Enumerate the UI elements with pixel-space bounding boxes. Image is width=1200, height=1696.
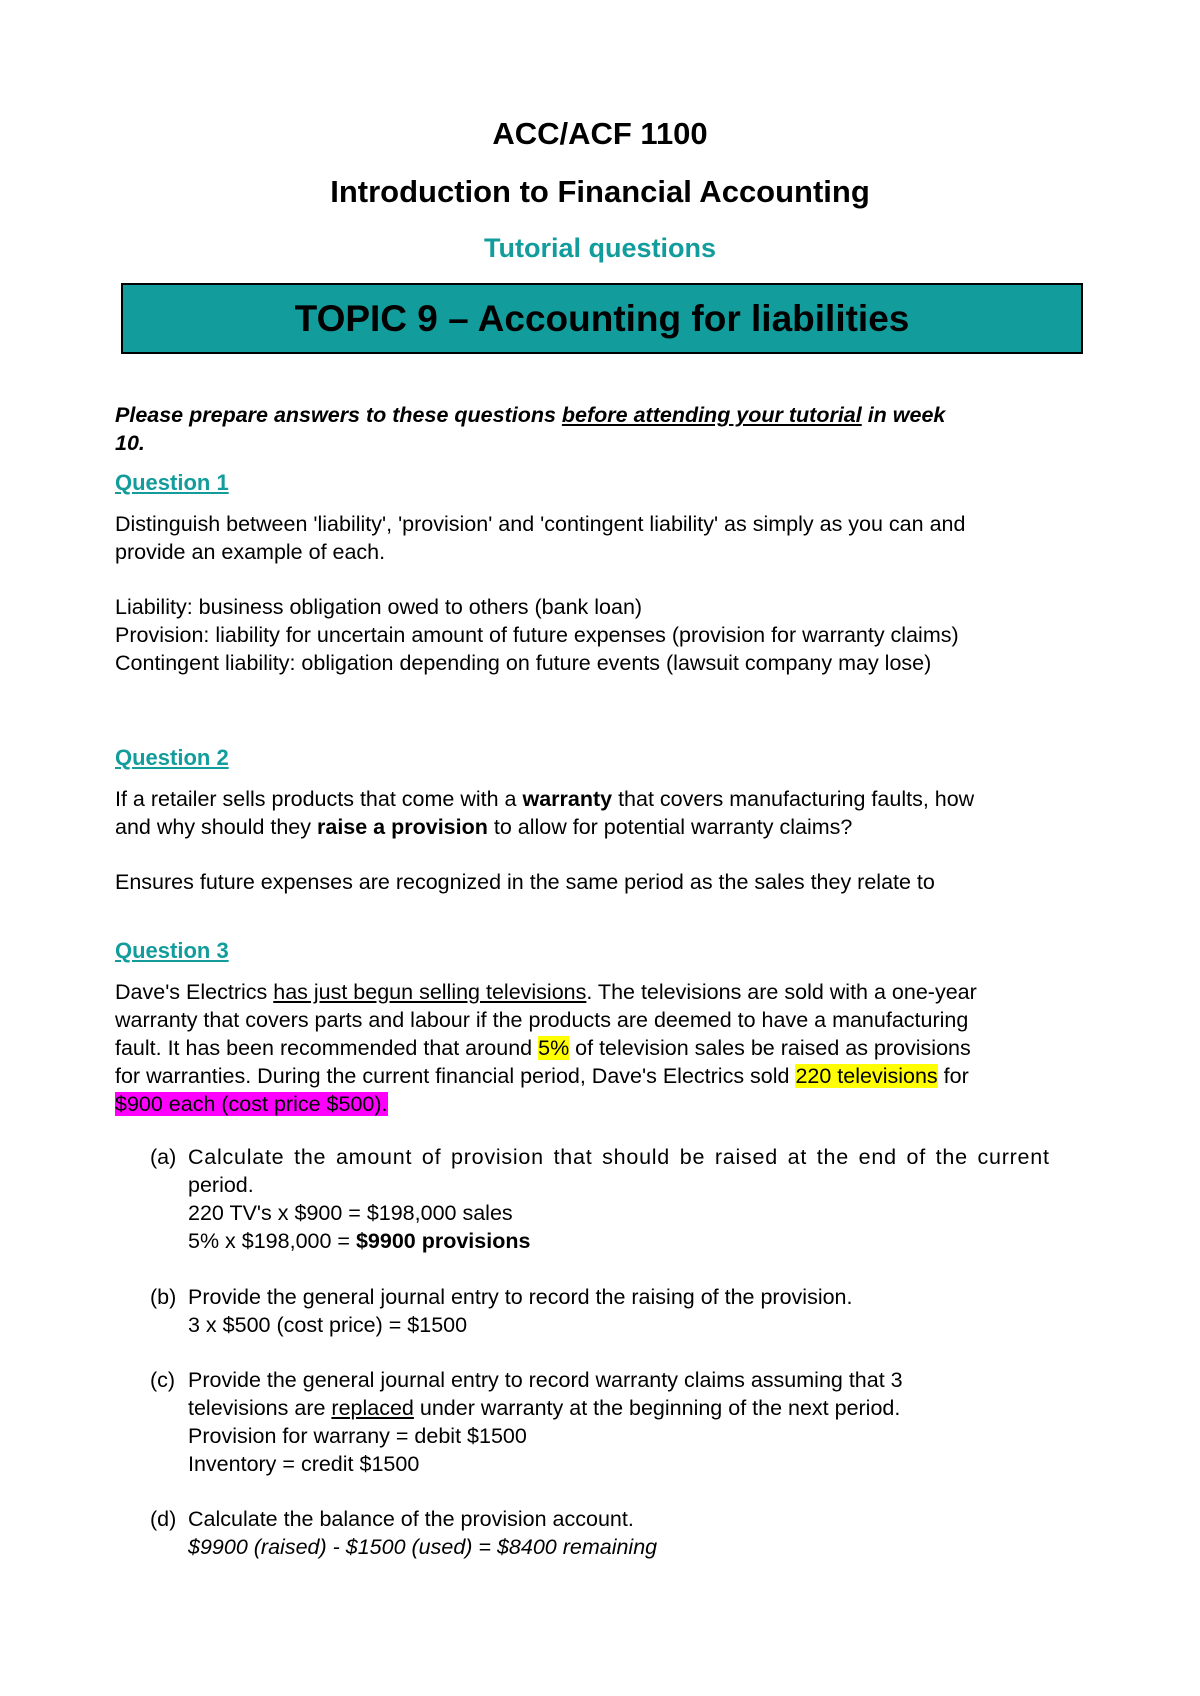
part-c-question-line-2 — [188, 1394, 1090, 1422]
intro-text-1: Please prepare answers to these questions — [115, 403, 562, 427]
part-a-question-line-1: Calculate the amount of provision that should be raised at the end of the current — [188, 1145, 1050, 1169]
q3-highlight-rate: 5% — [538, 1036, 570, 1060]
question-1-answer — [115, 593, 1090, 677]
q3-text: . The televisions are sold with a one-year — [586, 980, 977, 1004]
part-c-body — [188, 1366, 1090, 1478]
q3-line-4 — [115, 1062, 1090, 1090]
q3-text: for warranties. During the current financial period, Dave's Electrics sold — [115, 1064, 796, 1088]
q3-text: fault. It has been recommended that around — [115, 1036, 539, 1060]
q3-text: Dave's Electrics — [115, 980, 274, 1004]
q3-line-2: warranty that covers parts and labour if the products are deemed to have a manufacturing — [115, 1008, 969, 1032]
part-c-text: under warranty at the beginning of the next period. — [413, 1396, 901, 1420]
q2-text: If a retailer sells products that come with a — [115, 787, 523, 811]
q1-prompt-line-2: provide an example of each. — [115, 540, 386, 564]
question-1-prompt — [115, 510, 1090, 566]
part-a-label: (a) — [150, 1145, 177, 1169]
q2-prompt-line-1 — [115, 785, 1090, 813]
part-d-label: (d) — [150, 1507, 177, 1531]
q1-answer-line-3: Contingent liability: obligation depending on future events (lawsuit company may lose) — [115, 651, 932, 675]
intro-underlined: before attending your tutorial — [561, 403, 862, 427]
q1-answer-line-2: Provision: liability for uncertain amount of future expenses (provision for warranty claims) — [115, 623, 959, 647]
part-d-answer-line-1: $9900 (raised) - $1500 (used) = $8400 remaining — [188, 1535, 658, 1559]
q2-bold-provision: raise a provision — [317, 815, 488, 839]
course-title: Introduction to Financial Accounting — [330, 174, 870, 209]
intro-instructions — [115, 401, 1090, 457]
part-b-question-line-1: Provide the general journal entry to record the raising of the provision. — [188, 1285, 853, 1309]
part-a-body — [188, 1143, 1090, 1255]
q1-prompt-line-1: Distinguish between 'liability', 'provision' and 'contingent liability' as simply as you can and — [115, 512, 966, 536]
q3-part-b — [150, 1283, 1090, 1343]
question-3-prompt — [115, 978, 1090, 1118]
q2-text: to allow for potential warranty claims? — [487, 815, 853, 839]
intro-text-2: in week — [861, 403, 946, 427]
part-c-answer-line-1: Provision for warrany = debit $1500 — [188, 1424, 527, 1448]
part-a-answer-line-2 — [188, 1227, 1090, 1255]
q3-part-c — [150, 1366, 1090, 1486]
question-1-heading: Question 1 — [115, 470, 229, 495]
part-a-question-line-2: period. — [188, 1173, 254, 1197]
topic-banner — [121, 283, 1083, 354]
part-a-answer-line-1: 220 TV's x $900 = $198,000 sales — [188, 1201, 513, 1225]
q2-bold-warranty: warranty — [522, 787, 613, 811]
part-c-text: televisions are — [188, 1396, 332, 1420]
course-code: ACC/ACF 1100 — [492, 116, 708, 151]
q3-highlight-price: $900 each (cost price $500). — [115, 1092, 388, 1116]
question-2-answer — [115, 868, 1090, 896]
question-3-heading: Question 3 — [115, 938, 229, 963]
intro-line-2: 10. — [115, 431, 145, 455]
q3-text: for — [937, 1064, 969, 1088]
q3-highlight-quantity: 220 televisions — [795, 1064, 938, 1088]
q3-line-5 — [115, 1090, 1090, 1118]
question-2-heading: Question 2 — [115, 745, 229, 770]
part-b-answer-line-1: 3 x $500 (cost price) = $1500 — [188, 1313, 468, 1337]
q2-prompt-line-2 — [115, 813, 1090, 841]
document-subtitle: Tutorial questions — [483, 233, 716, 263]
q3-part-d — [150, 1505, 1090, 1565]
part-a-answer-bold: $9900 provisions — [355, 1229, 531, 1253]
q1-answer-line-1: Liability: business obligation owed to others (bank loan) — [115, 595, 643, 619]
q2-text: that covers manufacturing faults, how — [612, 787, 975, 811]
part-b-body — [188, 1283, 1090, 1339]
part-c-label: (c) — [150, 1368, 176, 1392]
intro-line-1 — [115, 401, 1090, 429]
part-d-body — [188, 1505, 1090, 1561]
part-b-label: (b) — [150, 1285, 177, 1309]
q2-answer-line: Ensures future expenses are recognized in the same period as the sales they relate to — [115, 870, 935, 894]
q3-line-3 — [115, 1034, 1090, 1062]
part-c-question-line-1: Provide the general journal entry to record warranty claims assuming that 3 — [188, 1368, 903, 1392]
q3-text: of television sales be raised as provisions — [569, 1036, 971, 1060]
part-c-underlined: replaced — [331, 1396, 414, 1420]
q3-line-1 — [115, 978, 1090, 1006]
q3-underlined-text: has just begun selling televisions — [273, 980, 587, 1004]
part-d-question-line-1: Calculate the balance of the provision account. — [188, 1507, 634, 1531]
q2-text: and why should they — [115, 815, 317, 839]
part-c-answer-line-2: Inventory = credit $1500 — [188, 1452, 420, 1476]
part-a-answer-text: 5% x $198,000 = — [188, 1229, 356, 1253]
question-2-prompt — [115, 785, 1090, 841]
topic-title: TOPIC 9 – Accounting for liabilities — [294, 297, 910, 339]
q3-part-a — [150, 1143, 1090, 1263]
